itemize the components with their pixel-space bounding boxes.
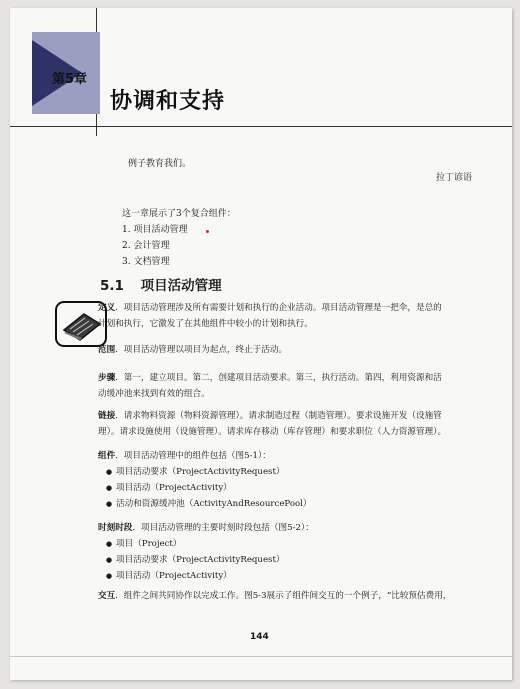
term-label: 时刻时段 <box>98 523 133 533</box>
components-paragraph <box>98 448 502 512</box>
timepoints-list <box>98 536 502 584</box>
intro-item: 1. 项目活动管理 <box>122 225 188 235</box>
list-item: ● 活动和资源缓冲池（ActivityAndResourcePool） <box>116 496 502 512</box>
term-label: 组件 <box>98 451 116 461</box>
paragraph-text: 理）。请求设施使用（设施管理）。请求库存移动（库存管理）和要求职位（人力资源管理）。 <box>98 427 447 437</box>
list-item: ● 项目活动（ProjectActivity） <box>116 568 502 584</box>
intro-item: 3. 文档管理 <box>122 257 170 267</box>
interaction-paragraph <box>98 588 502 604</box>
epigraph-quote: 例子教育我们。 <box>128 159 192 169</box>
components-list <box>98 464 502 512</box>
chapter-badge <box>32 32 100 114</box>
chapter-title: 协调和支持 <box>110 89 226 114</box>
page-number: 144 <box>250 632 269 642</box>
links-paragraph <box>98 408 502 440</box>
red-ink-dot <box>206 230 209 233</box>
paragraph-text: ．项目活动管理涉及所有需要计划和执行的企业活动。项目活动管理是一把伞，是总的 <box>115 303 442 313</box>
definition-paragraph <box>98 300 502 332</box>
section-heading <box>100 274 222 294</box>
book-page <box>10 8 512 680</box>
steps-paragraph <box>98 370 502 402</box>
scope-paragraph <box>98 342 502 358</box>
paragraph-text: ．项目活动管理的主要时刻时段包括（图5-2）： <box>132 523 314 533</box>
list-item: ● 项目活动要求（ProjectActivityRequest） <box>116 464 502 480</box>
timepoints-paragraph <box>98 520 502 584</box>
term-label: 步骤 <box>98 373 116 383</box>
paragraph-text: ．项目活动管理中的组件包括（图5-1）： <box>115 451 271 461</box>
term-label: 交互 <box>98 591 116 601</box>
paragraph-text: ．项目活动管理以项目为起点，终止于活动。 <box>115 345 288 355</box>
paragraph-text: 计划和执行，它激发了在其他组件中较小的计划和执行。 <box>98 319 313 329</box>
list-item: ● 项目活动（ProjectActivity） <box>116 480 502 496</box>
paragraph-text: ．请求物料资源（物料资源管理）。请求制造过程（制造管理）。要求设施开发（设施管 <box>115 411 442 421</box>
footer-rule <box>10 656 512 657</box>
chapter-horizontal-rule <box>10 126 512 127</box>
intro-item: 2. 会计管理 <box>122 241 170 251</box>
paragraph-text: ．组件之间共同协作以完成工作。图5-3展示了组件间交互的一个例子，“比较预估费用， <box>115 591 452 601</box>
intro-lead: 这一章展示了3个复合组件： <box>122 209 236 219</box>
term-label: 范围 <box>98 345 116 355</box>
term-label: 定义 <box>98 303 116 313</box>
chapter-intro <box>122 206 236 270</box>
term-label: 链接 <box>98 411 116 421</box>
paragraph-text: 动缓冲池来找到有效的组合。 <box>98 389 210 399</box>
list-item: ● 项目（Project） <box>116 536 502 552</box>
list-item: ● 项目活动要求（ProjectActivityRequest） <box>116 552 502 568</box>
section-number: 5.1 <box>100 278 124 294</box>
paragraph-text: ．第一，建立项目。第二，创建项目活动要求。第三，执行活动。第四，利用资源和活 <box>115 373 442 383</box>
section-title: 项目活动管理 <box>140 278 222 294</box>
epigraph-author: 拉丁谚语 <box>436 173 473 183</box>
chapter-label: 第5章 <box>52 72 88 87</box>
